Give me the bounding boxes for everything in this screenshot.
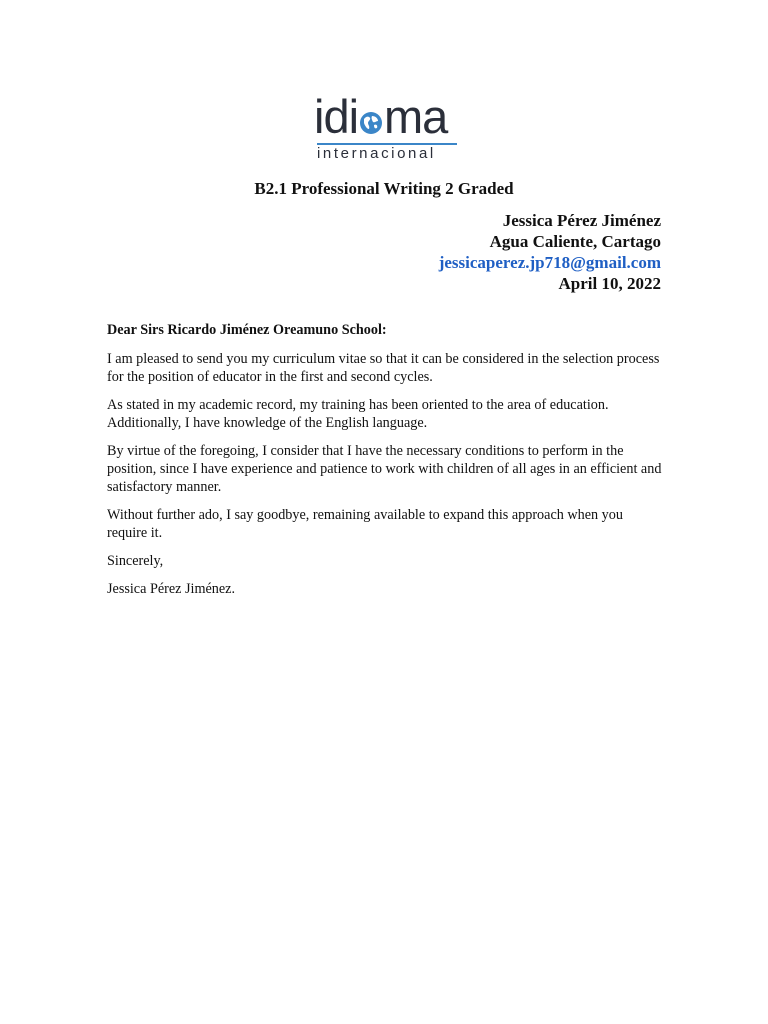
idioma-internacional-logo [314,92,460,164]
letter-paragraph: I am pleased to send you my curriculum vitae so that it can be considered in the selection process for the position of educator in the first and second cycles. [107,351,660,385]
letter-body [107,321,663,608]
document-title: B2.1 Professional Writing 2 Graded [254,179,514,198]
logo-wordmark [314,92,447,142]
sender-name: Jessica Pérez Jiménez [502,211,661,230]
letter-date: April 10, 2022 [558,274,661,293]
sender-block [439,210,661,294]
letter-paragraph: By virtue of the foregoing, I consider that I have the necessary conditions to perform in the position, since I have experience and patience to work with children of all ages in an efficient and satisfactory manner. [107,443,662,495]
logo-subtitle: internacional [317,145,436,162]
logo-word-left: idi [314,90,359,143]
letter-closing: Sincerely, [107,553,164,569]
letter-salutation: Dear Sirs Ricardo Jiménez Oreamuno School: [107,322,387,338]
letter-paragraph: Without further ado, I say goodbye, remaining available to expand this approach when you require it. [107,507,623,541]
letter-signature: Jessica Pérez Jiménez. [107,581,236,597]
sender-location: Agua Caliente, Cartago [489,232,661,251]
globe-icon [359,111,383,135]
letter-paragraph: As stated in my academic record, my training has been oriented to the area of education. Additionally, I have knowledge of the English language. [107,397,609,431]
logo-word-right: ma [384,90,448,143]
sender-email-link[interactable]: jessicaperez.jp718@gmail.com [438,253,661,272]
